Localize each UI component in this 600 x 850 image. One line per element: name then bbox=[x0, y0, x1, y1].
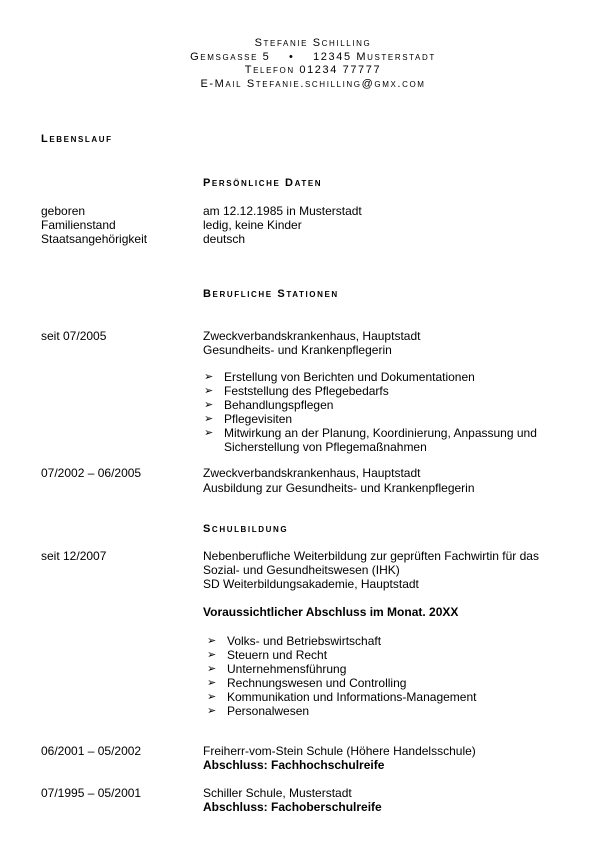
arrow-bullet-icon: ➢ bbox=[207, 663, 217, 675]
section-heading-education: Schulbildung bbox=[203, 523, 289, 535]
arrow-bullet-icon: ➢ bbox=[207, 635, 217, 647]
list-item: ➢ Unternehmensführung bbox=[207, 662, 347, 676]
separator-dot: • bbox=[289, 50, 295, 63]
contact-header bbox=[0, 37, 600, 91]
list-item: ➢ Erstellung von Berichten und Dokumentationen bbox=[204, 370, 475, 384]
degree: Abschluss: Fachoberschulreife bbox=[203, 800, 382, 814]
cv-title: Lebenslauf bbox=[41, 133, 113, 145]
arrow-bullet-icon: ➢ bbox=[204, 385, 214, 397]
school-name: Freiherr-vom-Stein Schule (Höhere Handelsschule) bbox=[203, 744, 476, 758]
list-item: ➢ Personalwesen bbox=[207, 704, 310, 718]
address-line bbox=[0, 51, 600, 65]
list-item: ➢ Feststellung des Pflegebedarfs bbox=[204, 384, 389, 398]
career-line: Gesundheits- und Krankenpflegerin bbox=[203, 343, 392, 357]
personal-label: Familienstand bbox=[41, 218, 116, 232]
personal-value: am 12.12.1985 in Musterstadt bbox=[203, 204, 362, 218]
arrow-bullet-icon: ➢ bbox=[204, 413, 214, 425]
career-line: Zweckverbandskrankenhaus, Hauptstadt bbox=[203, 329, 421, 343]
list-item: ➢ Pflegevisiten bbox=[204, 412, 293, 426]
expected-degree: Voraussichtlicher Abschluss im Monat. 20XX bbox=[203, 605, 459, 619]
arrow-bullet-icon: ➢ bbox=[207, 649, 217, 661]
arrow-bullet-icon: ➢ bbox=[207, 705, 217, 717]
list-item-continuation: Sicherstellung von Pflegemaßnahmen bbox=[224, 440, 427, 454]
education-line: Nebenberufliche Weiterbildung zur geprüften Fachwirtin für das bbox=[203, 549, 539, 563]
arrow-bullet-icon: ➢ bbox=[204, 371, 214, 383]
personal-value: deutsch bbox=[203, 232, 246, 246]
street: Gemsgasse 5 bbox=[190, 50, 271, 63]
career-period: 07/2002 – 06/2005 bbox=[41, 466, 142, 480]
list-item: ➢ Rechnungswesen und Controlling bbox=[207, 676, 407, 690]
degree: Abschluss: Fachhochschulreife bbox=[203, 758, 385, 772]
education-line: Sozial- und Gesundheitswesen (IHK) bbox=[203, 563, 400, 577]
list-item: ➢ Steuern und Recht bbox=[207, 648, 328, 662]
career-line: Zweckverbandskrankenhaus, Hauptstadt bbox=[203, 466, 421, 480]
education-line: SD Weiterbildungsakademie, Hauptstadt bbox=[203, 577, 419, 591]
list-item: ➢ Behandlungspflegen bbox=[204, 398, 334, 412]
career-task-list bbox=[204, 370, 537, 454]
arrow-bullet-icon: ➢ bbox=[204, 399, 214, 411]
school-name: Schiller Schule, Musterstadt bbox=[203, 786, 352, 800]
education-period: seit 12/2007 bbox=[41, 549, 107, 563]
career-line: Ausbildung zur Gesundheits- und Krankenpflegerin bbox=[203, 481, 475, 495]
education-period: 07/1995 – 05/2001 bbox=[41, 786, 142, 800]
personal-value: ledig, keine Kinder bbox=[203, 218, 302, 232]
list-item: ➢ Mitwirkung an der Planung, Koordinierung, Anpassung und bbox=[204, 426, 537, 440]
arrow-bullet-icon: ➢ bbox=[204, 427, 214, 439]
education-period: 06/2001 – 05/2002 bbox=[41, 744, 142, 758]
personal-label: Staatsangehörigkeit bbox=[41, 232, 148, 246]
list-item: ➢ Volks- und Betriebswirtschaft bbox=[207, 634, 382, 648]
city: 12345 Musterstadt bbox=[313, 50, 436, 63]
phone: Telefon 01234 77777 bbox=[244, 64, 382, 76]
arrow-bullet-icon: ➢ bbox=[207, 691, 217, 703]
section-heading-personal: Persönliche Daten bbox=[203, 177, 323, 189]
career-period: seit 07/2005 bbox=[41, 329, 107, 343]
personal-label: geboren bbox=[41, 204, 86, 218]
section-heading-career: Berufliche Stationen bbox=[203, 288, 339, 300]
arrow-bullet-icon: ➢ bbox=[207, 677, 217, 689]
applicant-name: Stefanie Schilling bbox=[254, 37, 372, 49]
list-item: ➢ Kommunikation und Informations-Management bbox=[207, 690, 477, 704]
education-subject-list bbox=[207, 634, 476, 718]
email: E-Mail Stefanie.schilling@gmx.com bbox=[200, 77, 426, 90]
